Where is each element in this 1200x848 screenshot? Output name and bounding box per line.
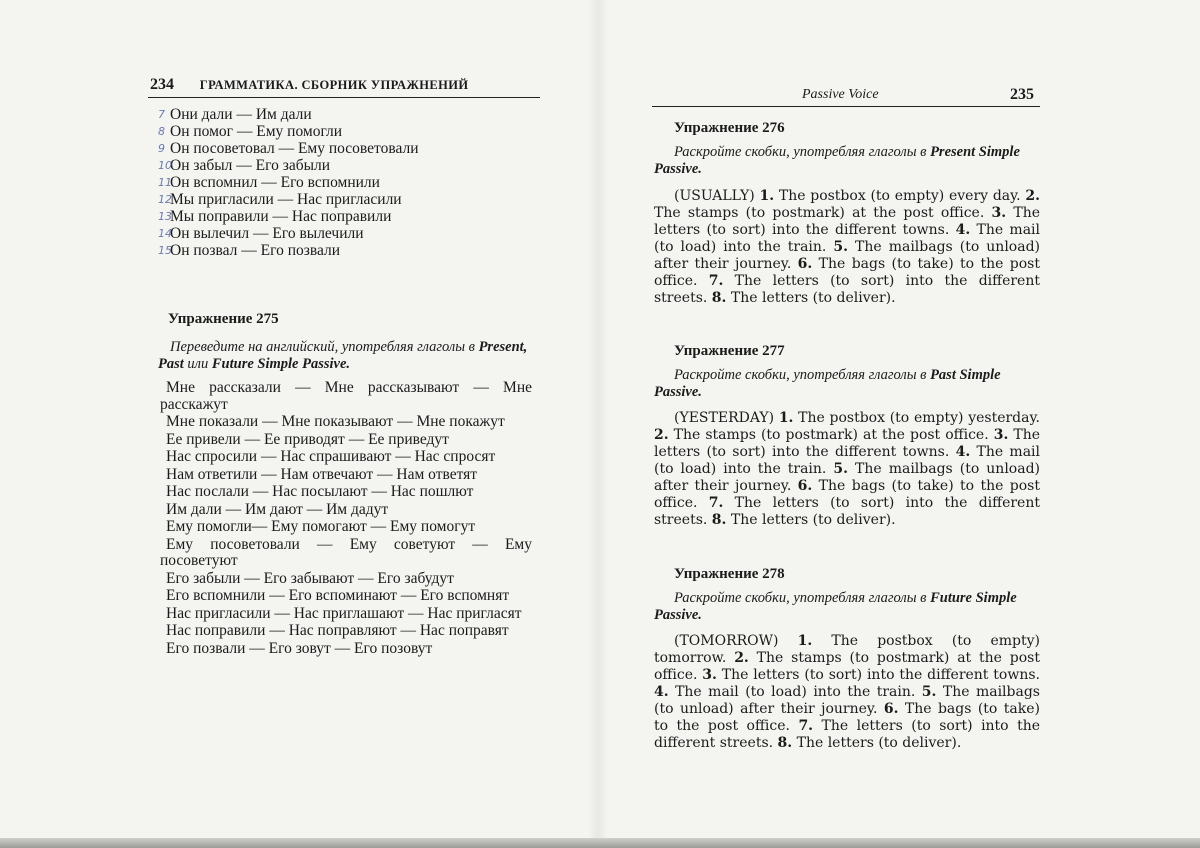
list-item: 14 Он вылечил — Его вылечили [158,225,364,242]
left-page-number: 234 [150,76,174,93]
exercise-276-title: Упражнение 276 [674,120,785,136]
margin-note: 12 [158,193,172,206]
right-running-title: Passive Voice [802,87,879,102]
translation-entry: Нас спросили — Нас спрашивают — Нас спросят [166,448,496,465]
translation-entry: Ее привели — Ее приводят — Ее приведут [166,430,449,448]
left-running-title: ГРАММАТИКА. СБОРНИК УПРАЖНЕНИЙ [199,78,469,92]
list-item: 9 Он посоветовал — Ему посоветовали [158,140,419,157]
translation-entry: Его позвали — Его зовут — Его позовут [166,639,433,657]
exercise-276-instruction: Раскройте скобки, употребляя глаголы в Present Simple Passive. [654,144,1020,177]
margin-note: 15 [158,244,172,257]
translation-entry: Ему посоветовали — Ему советуют — Ему посоветуют [160,535,532,569]
right-header-rule [652,106,1040,107]
left-top-lines [160,106,419,259]
margin-note: 7 [158,108,165,121]
translation-entry: Им дали — Им дают — Им дадут [166,500,389,518]
list-item: 13 Мы поправили — Нас поправили [158,208,392,225]
translation-entry: Мне показали — Мне показывают — Мне покажут [166,413,505,430]
list-item: 15 Он позвал — Его позвали [158,242,341,259]
left-page [0,0,596,848]
exercise-277-title: Упражнение 277 [674,343,785,359]
margin-note: 14 [158,227,172,240]
left-running-head [150,76,468,94]
right-running-title-wrap [802,86,879,103]
scan-bottom-edge [0,838,1200,848]
translation-entry: Его вспомнили — Его вспоминают — Его вспомнят [166,587,510,604]
list-item: 12 Мы пригласили — Нас пригласили [158,191,402,208]
exercise-278-text: (TOMORROW) 1. The postbox (to empty) tomorrow. 2. The stamps (to postmark) at the post office. 3. The letters (to sort) into the different towns. 4. The mail (to load) into the train. 5. The mailbags (to unload) after their journey. 6. The bags (to take) to the post office. 7. The letters (to sort) into the different streets. 8. The letters (to deliver). [654,633,1041,751]
right-page [600,0,1200,848]
exercise-276-text: (USUALLY) 1. The postbox (to empty) every day. 2. The stamps (to postmark) at the post office. 3. The letters (to sort) into the different towns. 4. The mail (to load) into the train. 5. The mailbags (to unload) after their journey. 6. The bags (to take) to the post office. 7. The letters (to sort) into the different streets. 8. The letters (to deliver). [654,188,1041,306]
translation-entry: Ему помогли— Ему помогают — Ему помогут [166,518,476,535]
list-item: 7 Они дали — Им дали [158,106,312,123]
margin-note: 8 [158,125,165,138]
translation-entry: Нас пригласили — Нас приглашают — Нас пригласят [166,604,522,622]
translation-entry: Мне рассказали — Мне рассказывают — Мне расскажут [160,379,532,413]
translation-entry: Нам ответили — Нам отвечают — Нам ответят [166,465,478,483]
list-item: 8 Он помог — Ему помогли [158,123,343,140]
list-item: 11 Он вспомнил — Его вспомнили [158,174,380,191]
exercise-275-title: Упражнение 275 [168,311,279,327]
exercise-278-instruction: Раскройте скобки, употребляя глаголы в Future Simple Passive. [654,590,1017,623]
margin-note: 11 [158,176,172,189]
left-header-rule [148,97,540,98]
exercise-277-instruction: Раскройте скобки, употребляя глаголы в Past Simple Passive. [654,367,1001,400]
translation-entry: Его забыли — Его забывают — Его забудут [166,569,454,587]
right-page-number-wrap [1010,86,1034,104]
margin-note: 10 [158,159,172,172]
list-item: 10 Он забыл — Его забыли [158,157,331,174]
translation-entry: Нас послали — Нас посылают — Нас пошлют [166,483,474,500]
margin-note: 13 [158,210,172,223]
translation-entry: Нас поправили — Нас поправляют — Нас поправят [166,622,509,639]
exercise-275-entries [160,380,532,657]
exercise-275-instruction: Переведите на английский, употребляя глаголы в Present, Past или Future Simple Passive. [158,339,528,372]
exercise-278-title: Упражнение 278 [674,566,785,582]
exercise-277-text: (YESTERDAY) 1. The postbox (to empty) yesterday. 2. The stamps (to postmark) at the post office. 3. The letters (to sort) into the different towns. 4. The mail (to load) into the train. 5. The mailbags (to unload) after their journey. 6. The bags (to take) to the post office. 7. The letters (to sort) into the different streets. 8. The letters (to deliver). [654,410,1041,528]
right-page-number: 235 [1010,86,1034,103]
margin-note: 9 [158,142,165,155]
